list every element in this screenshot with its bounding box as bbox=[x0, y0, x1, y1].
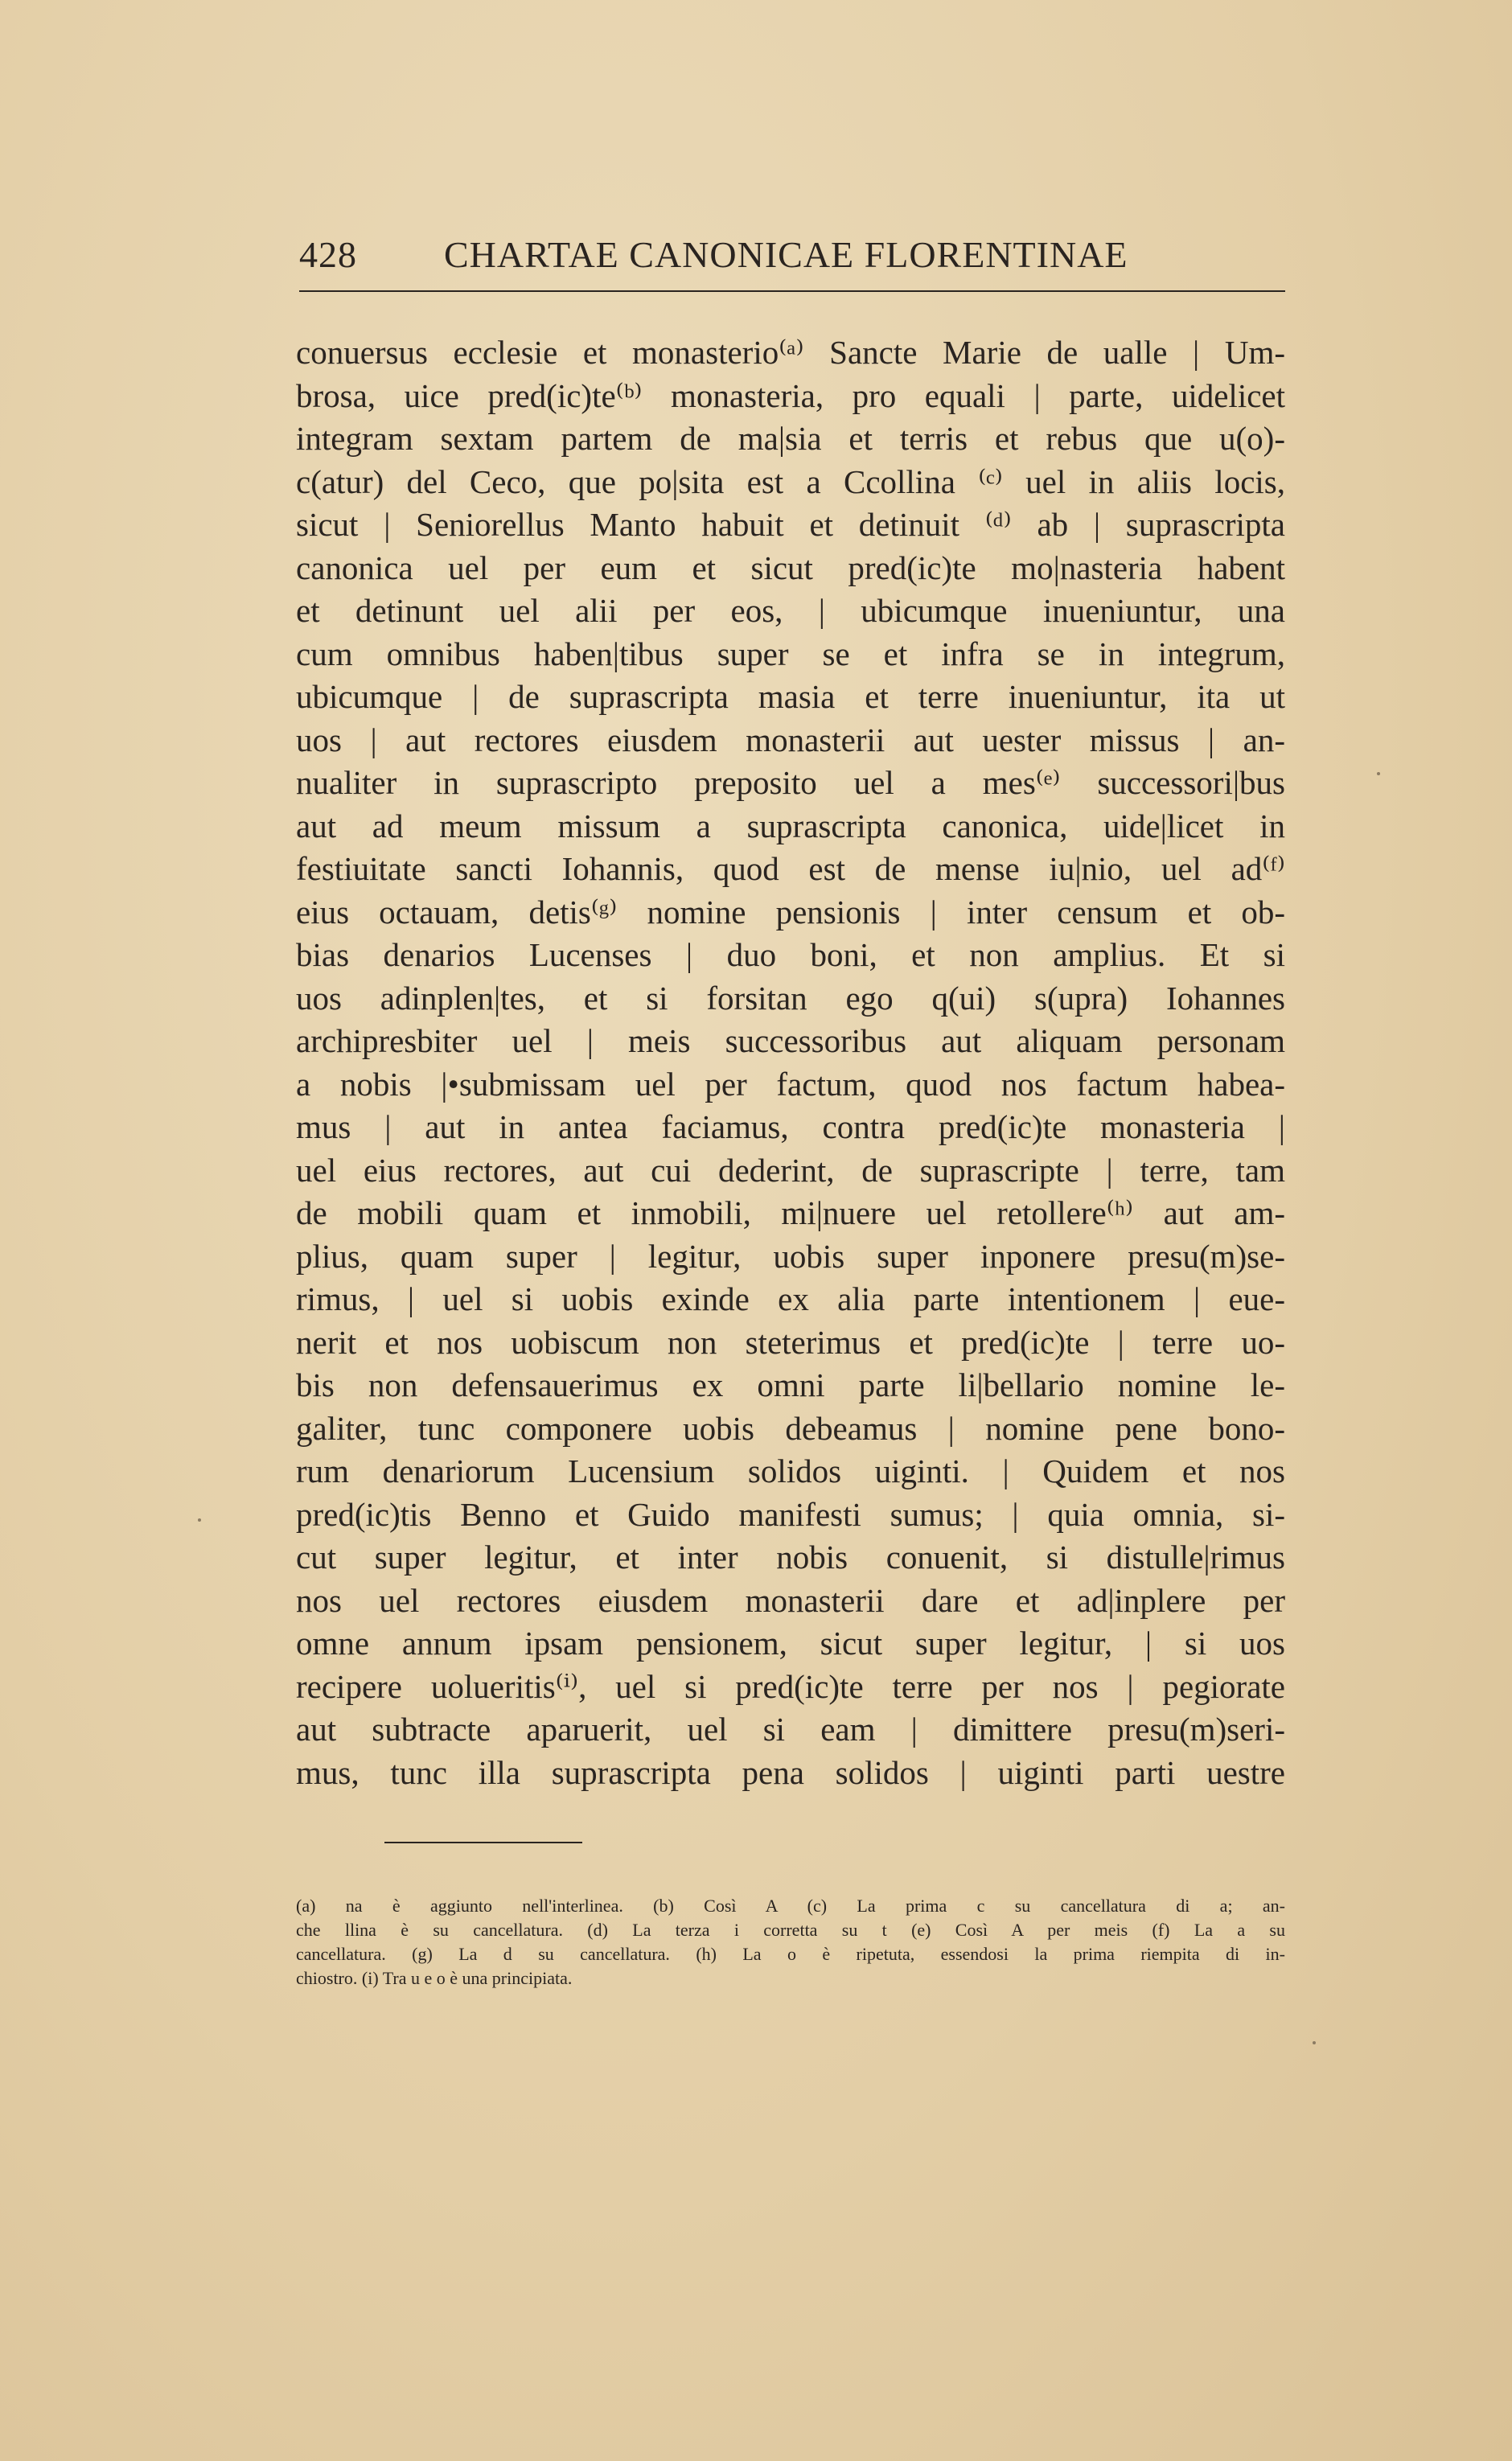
body-line: cut super legitur, et inter nobis conuenit, si distulle|rimus bbox=[296, 1539, 1285, 1576]
body-line: nualiter in suprascripto preposito uel a mes⁽ᵉ⁾ successori|bus bbox=[296, 764, 1285, 801]
body-line: mus, tunc illa suprascripta pena solidos | uiginti parti uestre bbox=[296, 1753, 1285, 1791]
body-line: et detinunt uel alii per eos, | ubicumque inueniuntur, una bbox=[296, 592, 1285, 629]
header-rule bbox=[299, 290, 1285, 292]
body-line: sicut | Seniorellus Manto habuit et detinuit ⁽ᵈ⁾ ab | suprascripta bbox=[296, 506, 1285, 543]
body-line: uos adinplen|tes, et si forsitan ego q(ui) s(upra) Iohannes bbox=[296, 979, 1285, 1017]
body-line: uos | aut rectores eiusdem monasterii aut uester missus | an- bbox=[296, 721, 1285, 758]
body-line: nos uel rectores eiusdem monasterii dare et ad|inplere per bbox=[296, 1581, 1285, 1619]
paper-speck bbox=[1377, 772, 1380, 775]
body-line: plius, quam super | legitur, uobis super inponere presu(m)se- bbox=[296, 1237, 1285, 1275]
running-header bbox=[299, 233, 1285, 278]
body-line: nerit et nos uobiscum non steterimus et pred(ic)te | terre uo- bbox=[296, 1323, 1285, 1361]
body-line: ubicumque | de suprascripta masia et terre inueniuntur, ita ut bbox=[296, 678, 1285, 715]
body-line: de mobili quam et inmobili, mi|nuere uel retollere⁽ʰ⁾ aut am- bbox=[296, 1194, 1285, 1231]
body-line: aut ad meum missum a suprascripta canonica, uide|licet in bbox=[296, 807, 1285, 844]
paper-speck bbox=[198, 1518, 201, 1522]
running-title: CHARTAE CANONICAE FLORENTINAE bbox=[444, 234, 1128, 275]
body-line: pred(ic)tis Benno et Guido manifesti sumus; | quia omnia, si- bbox=[296, 1495, 1285, 1533]
body-line: eius octauam, detis⁽ᵍ⁾ nomine pensionis | inter censum et ob- bbox=[296, 893, 1285, 931]
body-line: a nobis |•submissam uel per factum, quod nos factum habea- bbox=[296, 1065, 1285, 1103]
body-line: conuersus ecclesie et monasterio⁽ᵃ⁾ Sancte Marie de ualle | Um- bbox=[296, 334, 1285, 371]
footnote-line: chiostro. (i) Tra u e o è una principiata. bbox=[296, 1968, 573, 1988]
document-body bbox=[296, 331, 1285, 1794]
paper-speck bbox=[1313, 2041, 1316, 2044]
body-line: c(atur) del Ceco, que po|sita est a Ccollina ⁽ᶜ⁾ uel in aliis locis, bbox=[296, 462, 1285, 500]
body-line: integram sextam partem de ma|sia et terris et rebus que u(o)- bbox=[296, 420, 1285, 457]
footnote-rule bbox=[384, 1842, 582, 1843]
body-line: canonica uel per eum et sicut pred(ic)te mo|nasteria habent bbox=[296, 548, 1285, 586]
footnote-line: che llina è su cancellatura. (d) La terza i corretta su t (e) Così A per meis (f) La a su bbox=[296, 1920, 1285, 1940]
footnote-line: cancellatura. (g) La d su cancellatura. (h) La o è ripetuta, essendosi la prima riempita di in- bbox=[296, 1944, 1285, 1964]
body-line: uel eius rectores, aut cui dederint, de suprascripte | terre, tam bbox=[296, 1151, 1285, 1189]
body-line: omne annum ipsam pensionem, sicut super legitur, | si uos bbox=[296, 1625, 1285, 1662]
body-line: rum denariorum Lucensium solidos uiginti. | Quidem et nos bbox=[296, 1452, 1285, 1489]
body-line: mus | aut in antea faciamus, contra pred(ic)te monasteria | bbox=[296, 1108, 1285, 1145]
body-line: rimus, | uel si uobis exinde ex alia parte intentionem | eue- bbox=[296, 1280, 1285, 1317]
body-line: aut subtracte aparuerit, uel si eam | dimittere presu(m)seri- bbox=[296, 1711, 1285, 1748]
body-line: archipresbiter uel | meis successoribus aut aliquam personam bbox=[296, 1022, 1285, 1059]
footnotes bbox=[296, 1894, 1285, 1991]
body-line: recipere uolueritis⁽ⁱ⁾, uel si pred(ic)te terre per nos | pegiorate bbox=[296, 1667, 1285, 1705]
body-line: bis non defensauerimus ex omni parte li|bellario nomine le- bbox=[296, 1366, 1285, 1403]
footnote-line: (a) na è aggiunto nell'interlinea. (b) Così A (c) La prima c su cancellatura di a; an- bbox=[296, 1896, 1285, 1916]
body-line: brosa, uice pred(ic)te⁽ᵇ⁾ monasteria, pro equali | parte, uidelicet bbox=[296, 376, 1285, 414]
page-number: 428 bbox=[299, 234, 357, 275]
body-line: cum omnibus haben|tibus super se et infra se in integrum, bbox=[296, 635, 1285, 672]
body-line: galiter, tunc componere uobis debeamus | nomine pene bono- bbox=[296, 1409, 1285, 1447]
body-line: bias denarios Lucenses | duo boni, et non amplius. Et si bbox=[296, 936, 1285, 973]
body-line: festiuitate sancti Iohannis, quod est de mense iu|nio, uel ad⁽ᶠ⁾ bbox=[296, 850, 1285, 887]
